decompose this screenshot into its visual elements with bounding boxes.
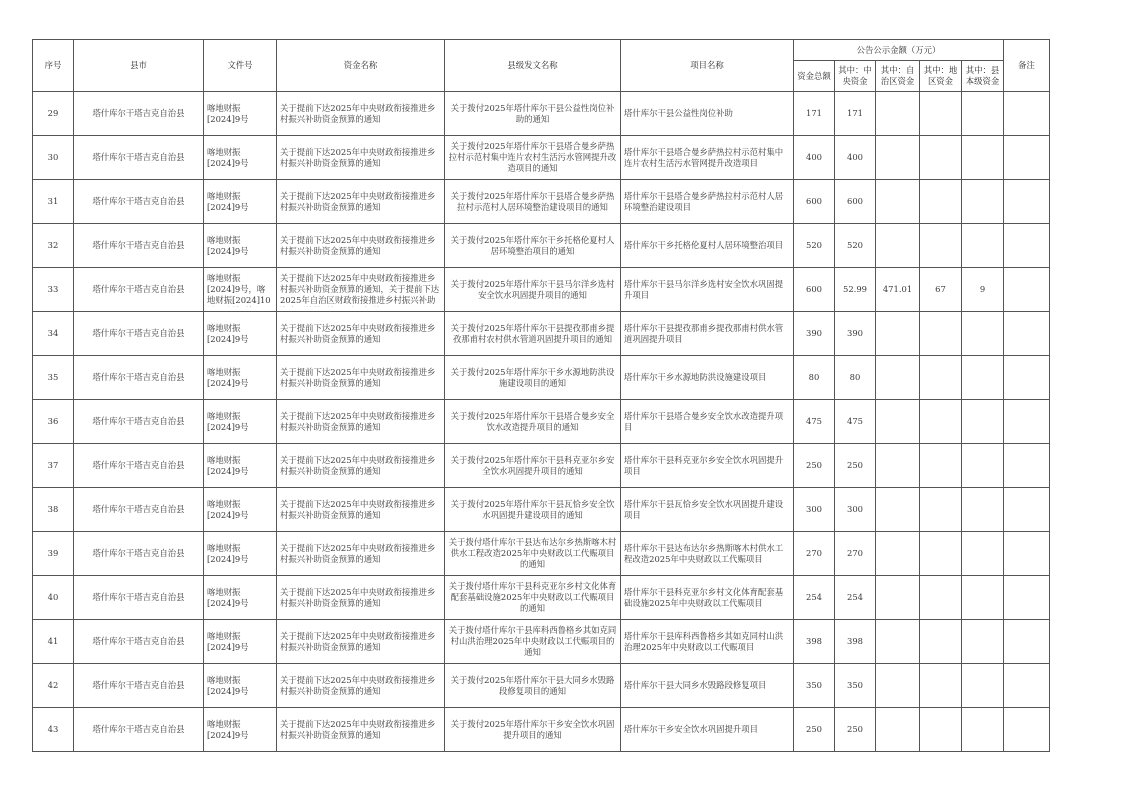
cell-fund-name-text: 关于提前下达2025年中央财政衔接推进乡村振兴补助资金预算的通知	[280, 322, 436, 344]
cell-county-doc	[445, 92, 621, 136]
cell-doc-no	[204, 488, 277, 532]
cell-fund-name-text: 关于提前下达2025年中央财政衔接推进乡村振兴补助资金预算的通知	[280, 586, 436, 608]
cell-central: 254	[835, 576, 876, 620]
header-project: 项目名称	[621, 40, 794, 92]
cell-county-doc	[445, 400, 621, 444]
cell-region	[876, 444, 920, 488]
cell-remarks	[1004, 576, 1050, 620]
cell-county-doc	[445, 576, 621, 620]
cell-county-doc	[445, 224, 621, 268]
cell-doc-no-text: 喀地财振[2024]9号	[207, 498, 249, 520]
cell-prefecture	[920, 532, 962, 576]
cell-county: 塔什库尔干塔吉克自治县	[74, 708, 204, 752]
header-fund-name: 资金名称	[277, 40, 445, 92]
cell-project	[621, 224, 794, 268]
cell-fund-name	[277, 136, 445, 180]
cell-remarks	[1004, 620, 1050, 664]
cell-fund-name	[277, 620, 445, 664]
cell-doc-no	[204, 136, 277, 180]
cell-fund-name	[277, 356, 445, 400]
cell-doc-no-text: 喀地财振[2024]9号	[207, 586, 249, 608]
cell-project-text: 塔什库尔干县达布达尔乡热斯喀木村供水工程改造2025年中央财政以工代赈项目	[624, 542, 784, 564]
cell-county: 塔什库尔干塔吉克自治县	[74, 576, 204, 620]
fund-disclosure-table	[32, 39, 1050, 752]
cell-fund-name	[277, 400, 445, 444]
cell-project-text: 塔什库尔干县公益性岗位补助	[624, 108, 733, 118]
cell-prefecture	[920, 356, 962, 400]
cell-county-doc	[445, 268, 621, 312]
table-row	[33, 268, 1050, 312]
cell-region	[876, 92, 920, 136]
cell-county-doc-text: 关于拨付2025年塔什库尔干乡安全饮水巩固提升项目的通知	[450, 718, 615, 740]
cell-central: 80	[835, 356, 876, 400]
table-row	[33, 136, 1050, 180]
cell-county-doc	[445, 180, 621, 224]
table-row	[33, 444, 1050, 488]
cell-county-fund	[962, 224, 1004, 268]
cell-total: 520	[794, 224, 835, 268]
cell-prefecture	[920, 312, 962, 356]
table-row	[33, 576, 1050, 620]
cell-total: 600	[794, 268, 835, 312]
cell-seq: 36	[33, 400, 74, 444]
cell-doc-no-text: 喀地财振[2024]9号	[207, 322, 249, 344]
cell-doc-no-text: 喀地财振[2024]9号，喀地财振[2024]10	[207, 272, 271, 305]
cell-fund-name-text: 关于提前下达2025年中央财政衔接推进乡村振兴补助资金预算的通知，关于提前下达2025年自治区财政衔接推进乡村振兴补助	[280, 272, 440, 305]
cell-county-fund	[962, 356, 1004, 400]
cell-county: 塔什库尔干塔吉克自治县	[74, 532, 204, 576]
cell-project	[621, 268, 794, 312]
cell-county-doc	[445, 488, 621, 532]
cell-region	[876, 180, 920, 224]
cell-doc-no	[204, 180, 277, 224]
cell-total: 600	[794, 180, 835, 224]
cell-doc-no	[204, 268, 277, 312]
cell-remarks	[1004, 532, 1050, 576]
cell-county-doc-text: 关于拨付2025年塔什库尔干县大同乡水毁路段修复项目的通知	[450, 674, 615, 696]
cell-doc-no-text: 喀地财振[2024]9号	[207, 146, 249, 168]
cell-central: 350	[835, 664, 876, 708]
cell-prefecture	[920, 400, 962, 444]
cell-total: 80	[794, 356, 835, 400]
cell-project-text: 塔什库尔干县库科西鲁格乡其如克同村山洪治理2025年中央财政以工代赈项目	[624, 630, 784, 652]
cell-county: 塔什库尔干塔吉克自治县	[74, 356, 204, 400]
cell-county-fund	[962, 400, 1004, 444]
cell-central: 270	[835, 532, 876, 576]
cell-project-text: 塔什库尔干县马尔洋乡选村安全饮水巩固提升项目	[624, 278, 784, 300]
cell-county-doc	[445, 532, 621, 576]
cell-project	[621, 444, 794, 488]
cell-county-doc-text: 关于拨付2025年塔什库尔干县塔合曼乡萨热拉村示范村集中连片农村生活污水管网提升改造项目的通知	[448, 141, 617, 173]
cell-remarks	[1004, 136, 1050, 180]
cell-prefecture	[920, 488, 962, 532]
cell-fund-name-text: 关于提前下达2025年中央财政衔接推进乡村振兴补助资金预算的通知	[280, 234, 436, 256]
cell-central: 475	[835, 400, 876, 444]
cell-county-doc-text: 关于拨付2025年塔什库尔干县塔合曼乡萨热拉村示范村人居环境整治建设项目的通知	[450, 190, 615, 212]
cell-total: 350	[794, 664, 835, 708]
cell-region	[876, 664, 920, 708]
cell-prefecture	[920, 224, 962, 268]
cell-fund-name	[277, 268, 445, 312]
cell-fund-name-text: 关于提前下达2025年中央财政衔接推进乡村振兴补助资金预算的通知	[280, 630, 436, 652]
cell-project	[621, 488, 794, 532]
cell-county-doc-text: 关于拨付塔什库尔干县科克亚尔乡村文化体育配套基础设施2025年中央财政以工代赈项目的通知	[448, 581, 617, 613]
cell-prefecture	[920, 664, 962, 708]
cell-fund-name	[277, 532, 445, 576]
cell-region	[876, 488, 920, 532]
cell-total: 270	[794, 532, 835, 576]
cell-remarks	[1004, 92, 1050, 136]
cell-county-doc-text: 关于拨付2025年塔什库尔干县瓦恰乡安全饮水巩固提升建设项目的通知	[450, 498, 615, 520]
cell-county-doc	[445, 312, 621, 356]
cell-county: 塔什库尔干塔吉克自治县	[74, 488, 204, 532]
cell-seq: 41	[33, 620, 74, 664]
cell-region	[876, 576, 920, 620]
cell-county-doc-text: 关于拨付2025年塔什库尔干乡水源地防洪设施建设项目的通知	[450, 366, 615, 388]
cell-project-text: 塔什库尔干县提孜那甫乡提孜那甫村供水管道巩固提升项目	[624, 322, 784, 344]
cell-central: 400	[835, 136, 876, 180]
cell-county: 塔什库尔干塔吉克自治县	[74, 180, 204, 224]
header-county-fund: 其中：县本级资金	[962, 61, 1004, 92]
cell-project-text: 塔什库尔干县瓦恰乡安全饮水巩固提升建设项目	[624, 498, 784, 520]
cell-doc-no-text: 喀地财振[2024]9号	[207, 674, 249, 696]
cell-county-fund	[962, 444, 1004, 488]
cell-project-text: 塔什库尔干县塔合曼乡安全饮水改造提升项目	[624, 410, 784, 432]
cell-doc-no	[204, 532, 277, 576]
cell-remarks	[1004, 268, 1050, 312]
cell-seq: 33	[33, 268, 74, 312]
cell-total: 254	[794, 576, 835, 620]
cell-fund-name-text: 关于提前下达2025年中央财政衔接推进乡村振兴补助资金预算的通知	[280, 190, 436, 212]
cell-doc-no-text: 喀地财振[2024]9号	[207, 102, 249, 124]
cell-region	[876, 312, 920, 356]
cell-doc-no	[204, 356, 277, 400]
cell-county: 塔什库尔干塔吉克自治县	[74, 664, 204, 708]
cell-county-fund: 9	[962, 268, 1004, 312]
cell-fund-name-text: 关于提前下达2025年中央财政衔接推进乡村振兴补助资金预算的通知	[280, 102, 436, 124]
cell-county: 塔什库尔干塔吉克自治县	[74, 400, 204, 444]
cell-total: 300	[794, 488, 835, 532]
cell-seq: 42	[33, 664, 74, 708]
cell-county: 塔什库尔干塔吉克自治县	[74, 92, 204, 136]
cell-county-doc-text: 关于拨付2025年塔什库尔干乡托格伦夏村人居环境整治项目的通知	[450, 234, 615, 256]
cell-seq: 37	[33, 444, 74, 488]
cell-prefecture	[920, 576, 962, 620]
cell-county-doc	[445, 444, 621, 488]
table-row	[33, 488, 1050, 532]
cell-central: 398	[835, 620, 876, 664]
cell-county: 塔什库尔干塔吉克自治县	[74, 136, 204, 180]
cell-region	[876, 356, 920, 400]
cell-seq: 29	[33, 92, 74, 136]
cell-region	[876, 620, 920, 664]
cell-total: 171	[794, 92, 835, 136]
cell-seq: 35	[33, 356, 74, 400]
cell-county-doc-text: 关于拨付2025年塔什库尔干县公益性岗位补助的通知	[450, 102, 615, 124]
cell-region	[876, 400, 920, 444]
cell-doc-no	[204, 444, 277, 488]
cell-remarks	[1004, 444, 1050, 488]
cell-region	[876, 136, 920, 180]
cell-prefecture	[920, 92, 962, 136]
cell-central: 250	[835, 708, 876, 752]
cell-county: 塔什库尔干塔吉克自治县	[74, 312, 204, 356]
cell-doc-no-text: 喀地财振[2024]9号	[207, 190, 249, 212]
cell-central: 52.99	[835, 268, 876, 312]
cell-county-doc-text: 关于拨付2025年塔什库尔干县提孜那甫乡提孜那甫村农村供水管道巩固提升项目的通知	[450, 322, 615, 344]
cell-doc-no	[204, 708, 277, 752]
cell-central: 600	[835, 180, 876, 224]
cell-county: 塔什库尔干塔吉克自治县	[74, 444, 204, 488]
cell-doc-no	[204, 576, 277, 620]
cell-doc-no-text: 喀地财振[2024]9号	[207, 454, 249, 476]
header-county-doc: 县级发文名称	[445, 40, 621, 92]
cell-county-fund	[962, 92, 1004, 136]
header-doc-no: 文件号	[204, 40, 277, 92]
cell-total: 400	[794, 136, 835, 180]
cell-fund-name	[277, 312, 445, 356]
cell-project	[621, 312, 794, 356]
cell-prefecture	[920, 620, 962, 664]
table-body	[33, 92, 1050, 752]
table-row	[33, 356, 1050, 400]
cell-remarks	[1004, 224, 1050, 268]
cell-fund-name	[277, 92, 445, 136]
cell-seq: 34	[33, 312, 74, 356]
cell-remarks	[1004, 356, 1050, 400]
cell-project-text: 塔什库尔干县科克亚尔乡安全饮水巩固提升项目	[624, 454, 784, 476]
cell-county-doc-text: 关于拨付2025年塔什库尔干县马尔洋乡选村安全饮水巩固提升项目的通知	[450, 278, 615, 300]
cell-seq: 40	[33, 576, 74, 620]
cell-fund-name-text: 关于提前下达2025年中央财政衔接推进乡村振兴补助资金预算的通知	[280, 146, 436, 168]
cell-county-doc-text: 关于拨付塔什库尔干县库科西鲁格乡其如克同村山洪治理2025年中央财政以工代赈项目的通知	[448, 625, 617, 657]
cell-county-doc	[445, 356, 621, 400]
cell-remarks	[1004, 180, 1050, 224]
cell-prefecture	[920, 444, 962, 488]
cell-county-fund	[962, 312, 1004, 356]
cell-fund-name	[277, 180, 445, 224]
cell-project-text: 塔什库尔干乡水源地防洪设施建设项目	[624, 372, 767, 382]
cell-fund-name-text: 关于提前下达2025年中央财政衔接推进乡村振兴补助资金预算的通知	[280, 674, 436, 696]
cell-doc-no-text: 喀地财振[2024]9号	[207, 630, 249, 652]
cell-region	[876, 708, 920, 752]
cell-remarks	[1004, 312, 1050, 356]
cell-seq: 30	[33, 136, 74, 180]
cell-project-text: 塔什库尔干乡托格伦夏村人居环境整治项目	[624, 240, 784, 250]
cell-central: 520	[835, 224, 876, 268]
cell-project-text: 塔什库尔干县大同乡水毁路段修复项目	[624, 680, 767, 690]
cell-doc-no-text: 喀地财振[2024]9号	[207, 366, 249, 388]
cell-total: 398	[794, 620, 835, 664]
cell-project-text: 塔什库尔干县科克亚尔乡村文化体育配套基础设施2025年中央财政以工代赈项目	[624, 586, 784, 608]
table-row	[33, 620, 1050, 664]
cell-project	[621, 356, 794, 400]
cell-doc-no	[204, 92, 277, 136]
header-total: 资金总额	[794, 61, 835, 92]
table-row	[33, 708, 1050, 752]
cell-remarks	[1004, 400, 1050, 444]
header-prefecture: 其中：地区资金	[920, 61, 962, 92]
cell-total: 250	[794, 708, 835, 752]
cell-county-fund	[962, 532, 1004, 576]
cell-county-fund	[962, 180, 1004, 224]
table-row	[33, 224, 1050, 268]
cell-project-text: 塔什库尔干县塔合曼乡萨热拉村示范村人居环境整治建设项目	[624, 190, 784, 212]
cell-doc-no	[204, 620, 277, 664]
cell-doc-no	[204, 664, 277, 708]
cell-doc-no-text: 喀地财振[2024]9号	[207, 542, 249, 564]
cell-county-fund	[962, 708, 1004, 752]
cell-prefecture	[920, 180, 962, 224]
cell-doc-no-text: 喀地财振[2024]9号	[207, 718, 249, 740]
cell-project	[621, 136, 794, 180]
header-remarks: 备注	[1004, 40, 1050, 92]
cell-fund-name	[277, 444, 445, 488]
cell-fund-name-text: 关于提前下达2025年中央财政衔接推进乡村振兴补助资金预算的通知	[280, 410, 436, 432]
cell-prefecture	[920, 136, 962, 180]
cell-total: 475	[794, 400, 835, 444]
cell-seq: 39	[33, 532, 74, 576]
cell-county-doc-text: 关于拨付塔什库尔干县达布达尔乡热斯喀木村供水工程改造2025年中央财政以工代赈项目的通知	[448, 537, 617, 569]
cell-county-fund	[962, 576, 1004, 620]
cell-fund-name	[277, 708, 445, 752]
cell-doc-no	[204, 312, 277, 356]
cell-fund-name-text: 关于提前下达2025年中央财政衔接推进乡村振兴补助资金预算的通知	[280, 542, 436, 564]
cell-doc-no	[204, 400, 277, 444]
table-row	[33, 312, 1050, 356]
cell-fund-name-text: 关于提前下达2025年中央财政衔接推进乡村振兴补助资金预算的通知	[280, 718, 436, 740]
cell-central: 250	[835, 444, 876, 488]
cell-county-doc	[445, 708, 621, 752]
cell-fund-name	[277, 488, 445, 532]
cell-doc-no	[204, 224, 277, 268]
cell-county-fund	[962, 488, 1004, 532]
cell-county: 塔什库尔干塔吉克自治县	[74, 620, 204, 664]
cell-doc-no-text: 喀地财振[2024]9号	[207, 234, 249, 256]
cell-total: 250	[794, 444, 835, 488]
cell-project	[621, 708, 794, 752]
header-seq: 序号	[33, 40, 74, 92]
cell-fund-name-text: 关于提前下达2025年中央财政衔接推进乡村振兴补助资金预算的通知	[280, 366, 436, 388]
cell-project	[621, 92, 794, 136]
cell-project-text: 塔什库尔干县塔合曼乡萨热拉村示范村集中连片农村生活污水管网提升改造项目	[624, 146, 784, 168]
cell-county-doc	[445, 664, 621, 708]
cell-region	[876, 532, 920, 576]
cell-seq: 43	[33, 708, 74, 752]
cell-project	[621, 664, 794, 708]
cell-region	[876, 224, 920, 268]
cell-county-doc-text: 关于拨付2025年塔什库尔干县塔合曼乡安全饮水改造提升项目的通知	[450, 410, 615, 432]
cell-prefecture	[920, 708, 962, 752]
table-row	[33, 532, 1050, 576]
cell-project	[621, 400, 794, 444]
table-row	[33, 180, 1050, 224]
cell-remarks	[1004, 708, 1050, 752]
cell-region: 471.01	[876, 268, 920, 312]
cell-county-doc-text: 关于拨付2025年塔什库尔干县科克亚尔乡安全饮水巩固提升项目的通知	[450, 454, 615, 476]
cell-project	[621, 620, 794, 664]
header-amount-group: 公告公示金额（万元）	[794, 40, 1004, 61]
header-region: 其中：自治区资金	[876, 61, 920, 92]
table-row	[33, 92, 1050, 136]
cell-project	[621, 532, 794, 576]
cell-prefecture: 67	[920, 268, 962, 312]
cell-project	[621, 180, 794, 224]
cell-fund-name-text: 关于提前下达2025年中央财政衔接推进乡村振兴补助资金预算的通知	[280, 454, 436, 476]
cell-total: 390	[794, 312, 835, 356]
header-county: 县市	[74, 40, 204, 92]
cell-seq: 31	[33, 180, 74, 224]
cell-central: 171	[835, 92, 876, 136]
cell-remarks	[1004, 488, 1050, 532]
cell-county-fund	[962, 664, 1004, 708]
cell-county-doc	[445, 136, 621, 180]
cell-fund-name-text: 关于提前下达2025年中央财政衔接推进乡村振兴补助资金预算的通知	[280, 498, 436, 520]
cell-central: 390	[835, 312, 876, 356]
cell-fund-name	[277, 224, 445, 268]
cell-seq: 38	[33, 488, 74, 532]
cell-doc-no-text: 喀地财振[2024]9号	[207, 410, 249, 432]
cell-county: 塔什库尔干塔吉克自治县	[74, 224, 204, 268]
cell-central: 300	[835, 488, 876, 532]
cell-project-text: 塔什库尔干乡安全饮水巩固提升项目	[624, 724, 758, 734]
cell-remarks	[1004, 664, 1050, 708]
table-row	[33, 664, 1050, 708]
cell-seq: 32	[33, 224, 74, 268]
cell-fund-name	[277, 664, 445, 708]
cell-county: 塔什库尔干塔吉克自治县	[74, 268, 204, 312]
cell-county-doc	[445, 620, 621, 664]
table-row	[33, 400, 1050, 444]
cell-fund-name	[277, 576, 445, 620]
cell-county-fund	[962, 136, 1004, 180]
cell-county-fund	[962, 620, 1004, 664]
header-central: 其中：中央资金	[835, 61, 876, 92]
cell-project	[621, 576, 794, 620]
